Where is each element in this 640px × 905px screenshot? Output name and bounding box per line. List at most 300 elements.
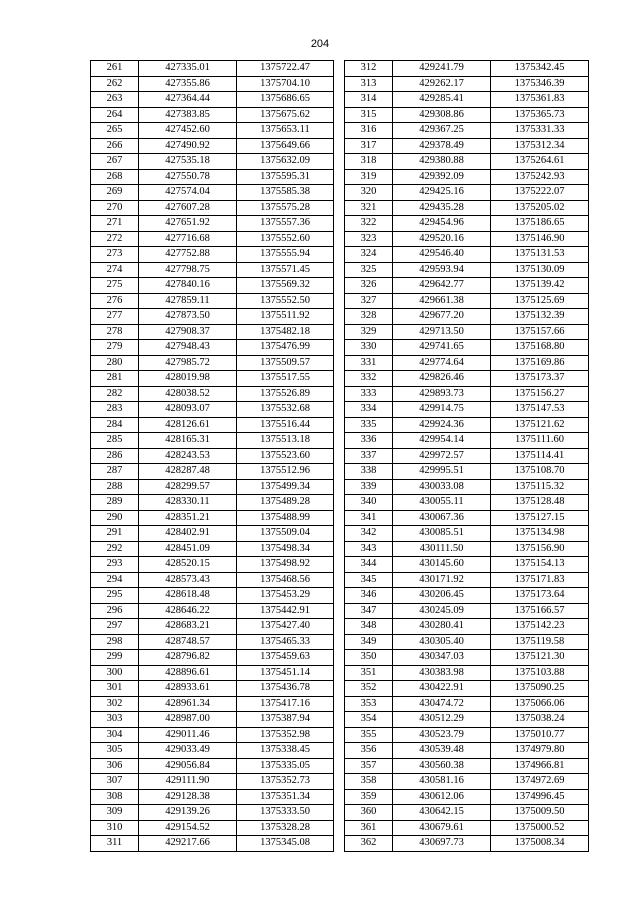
y-coordinate-cell: 1375442.91 [237,603,334,619]
point-number-cell: 291 [91,526,139,542]
table-row [91,371,334,387]
table-row [345,572,589,588]
point-number-cell: 337 [345,448,393,464]
page-number: 204 [310,38,330,50]
point-number-cell: 308 [91,789,139,805]
y-coordinate-cell: 1375632.09 [237,154,334,170]
x-coordinate-cell: 430055.11 [393,495,491,511]
y-coordinate-cell: 1375121.62 [491,417,589,433]
point-number-cell: 344 [345,557,393,573]
table-row [345,774,589,790]
table-row [91,526,334,542]
table-row [91,247,334,263]
x-coordinate-cell: 428618.48 [139,588,237,604]
table-row [91,138,334,154]
point-number-cell: 311 [91,836,139,852]
x-coordinate-cell: 430539.48 [393,743,491,759]
x-coordinate-cell: 427452.60 [139,123,237,139]
y-coordinate-cell: 1375523.60 [237,448,334,464]
x-coordinate-cell: 430642.15 [393,805,491,821]
table-row [91,820,334,836]
y-coordinate-cell: 1375119.58 [491,634,589,650]
y-coordinate-cell: 1374979.80 [491,743,589,759]
x-coordinate-cell: 428093.07 [139,402,237,418]
table-row [91,495,334,511]
table-row [91,169,334,185]
x-coordinate-cell: 430245.09 [393,603,491,619]
y-coordinate-cell: 1375517.55 [237,371,334,387]
table-row [345,743,589,759]
x-coordinate-cell: 427383.85 [139,107,237,123]
x-coordinate-cell: 430206.45 [393,588,491,604]
table-row [345,696,589,712]
table-row [91,355,334,371]
x-coordinate-cell: 427364.44 [139,92,237,108]
table-row [345,262,589,278]
y-coordinate-cell: 1375482.18 [237,324,334,340]
y-coordinate-cell: 1375489.28 [237,495,334,511]
x-coordinate-cell: 429995.51 [393,464,491,480]
point-number-cell: 296 [91,603,139,619]
x-coordinate-cell: 429285.41 [393,92,491,108]
point-number-cell: 268 [91,169,139,185]
x-coordinate-cell: 428299.57 [139,479,237,495]
point-number-cell: 305 [91,743,139,759]
table-row [91,789,334,805]
table-row [91,712,334,728]
table-row [345,681,589,697]
table-row [345,727,589,743]
y-coordinate-cell: 1375585.38 [237,185,334,201]
y-coordinate-cell: 1375312.34 [491,138,589,154]
y-coordinate-cell: 1374972.69 [491,774,589,790]
x-coordinate-cell: 429893.73 [393,386,491,402]
table-row [91,588,334,604]
table-row [345,479,589,495]
x-coordinate-cell: 427985.72 [139,355,237,371]
point-number-cell: 316 [345,123,393,139]
point-number-cell: 263 [91,92,139,108]
table-row [91,231,334,247]
table-row [345,402,589,418]
point-number-cell: 289 [91,495,139,511]
y-coordinate-cell: 1375009.50 [491,805,589,821]
table-row [345,185,589,201]
point-number-cell: 330 [345,340,393,356]
point-number-cell: 314 [345,92,393,108]
table-row [345,619,589,635]
point-number-cell: 276 [91,293,139,309]
table-row [345,61,589,77]
x-coordinate-cell: 429128.38 [139,789,237,805]
y-coordinate-cell: 1375331.33 [491,123,589,139]
table-row [91,619,334,635]
x-coordinate-cell: 427798.75 [139,262,237,278]
y-coordinate-cell: 1375498.34 [237,541,334,557]
x-coordinate-cell: 428402.91 [139,526,237,542]
point-number-cell: 271 [91,216,139,232]
y-coordinate-cell: 1375513.18 [237,433,334,449]
table-row [345,789,589,805]
table-row [91,603,334,619]
coordinates-table-left [90,60,334,852]
point-number-cell: 349 [345,634,393,650]
table-row [91,61,334,77]
x-coordinate-cell: 427716.68 [139,231,237,247]
table-row [345,371,589,387]
point-number-cell: 317 [345,138,393,154]
x-coordinate-cell: 427355.86 [139,76,237,92]
x-coordinate-cell: 429954.14 [393,433,491,449]
y-coordinate-cell: 1375468.56 [237,572,334,588]
point-number-cell: 354 [345,712,393,728]
x-coordinate-cell: 427651.92 [139,216,237,232]
y-coordinate-cell: 1375166.57 [491,603,589,619]
y-coordinate-cell: 1375333.50 [237,805,334,821]
point-number-cell: 355 [345,727,393,743]
table-row [91,464,334,480]
table-row [345,650,589,666]
table-row [345,603,589,619]
x-coordinate-cell: 429520.16 [393,231,491,247]
y-coordinate-cell: 1375595.31 [237,169,334,185]
y-coordinate-cell: 1375649.66 [237,138,334,154]
x-coordinate-cell: 428520.15 [139,557,237,573]
y-coordinate-cell: 1375511.92 [237,309,334,325]
table-row [91,572,334,588]
point-number-cell: 342 [345,526,393,542]
x-coordinate-cell: 429217.66 [139,836,237,852]
y-coordinate-cell: 1375066.06 [491,696,589,712]
y-coordinate-cell: 1375169.86 [491,355,589,371]
point-number-cell: 336 [345,433,393,449]
y-coordinate-cell: 1375131.53 [491,247,589,263]
table-row [345,154,589,170]
point-number-cell: 328 [345,309,393,325]
x-coordinate-cell: 428243.53 [139,448,237,464]
point-number-cell: 293 [91,557,139,573]
point-number-cell: 300 [91,665,139,681]
x-coordinate-cell: 429914.75 [393,402,491,418]
x-coordinate-cell: 428287.48 [139,464,237,480]
point-number-cell: 346 [345,588,393,604]
y-coordinate-cell: 1375103.88 [491,665,589,681]
point-number-cell: 321 [345,200,393,216]
x-coordinate-cell: 429741.65 [393,340,491,356]
point-number-cell: 309 [91,805,139,821]
x-coordinate-cell: 427490.92 [139,138,237,154]
x-coordinate-cell: 430560.38 [393,758,491,774]
y-coordinate-cell: 1375509.57 [237,355,334,371]
y-coordinate-cell: 1375328.28 [237,820,334,836]
y-coordinate-cell: 1375130.09 [491,262,589,278]
table-row [91,433,334,449]
x-coordinate-cell: 428451.09 [139,541,237,557]
x-coordinate-cell: 428019.98 [139,371,237,387]
point-number-cell: 301 [91,681,139,697]
point-number-cell: 284 [91,417,139,433]
point-number-cell: 279 [91,340,139,356]
x-coordinate-cell: 428896.61 [139,665,237,681]
y-coordinate-cell: 1375132.39 [491,309,589,325]
table-row [345,712,589,728]
table-row [345,278,589,294]
point-number-cell: 290 [91,510,139,526]
table-row [345,464,589,480]
table-row [345,107,589,123]
x-coordinate-cell: 429454.96 [393,216,491,232]
table-row [345,433,589,449]
table-row [345,588,589,604]
point-number-cell: 361 [345,820,393,836]
point-number-cell: 299 [91,650,139,666]
table-row [91,743,334,759]
x-coordinate-cell: 428987.00 [139,712,237,728]
y-coordinate-cell: 1375557.36 [237,216,334,232]
table-row [345,665,589,681]
y-coordinate-cell: 1375205.02 [491,200,589,216]
x-coordinate-cell: 429677.20 [393,309,491,325]
x-coordinate-cell: 429367.25 [393,123,491,139]
x-coordinate-cell: 430612.06 [393,789,491,805]
table-row [91,557,334,573]
x-coordinate-cell: 428646.22 [139,603,237,619]
point-number-cell: 339 [345,479,393,495]
point-number-cell: 313 [345,76,393,92]
point-number-cell: 261 [91,61,139,77]
table-row [91,185,334,201]
point-number-cell: 345 [345,572,393,588]
point-number-cell: 285 [91,433,139,449]
table-row [91,417,334,433]
x-coordinate-cell: 427859.11 [139,293,237,309]
x-coordinate-cell: 429378.49 [393,138,491,154]
table-row [91,836,334,852]
x-coordinate-cell: 429380.88 [393,154,491,170]
table-row [345,526,589,542]
x-coordinate-cell: 430347.03 [393,650,491,666]
y-coordinate-cell: 1375512.96 [237,464,334,480]
point-number-cell: 275 [91,278,139,294]
point-number-cell: 319 [345,169,393,185]
x-coordinate-cell: 429139.26 [139,805,237,821]
y-coordinate-cell: 1375352.98 [237,727,334,743]
x-coordinate-cell: 429033.49 [139,743,237,759]
point-number-cell: 333 [345,386,393,402]
point-number-cell: 318 [345,154,393,170]
y-coordinate-cell: 1375459.63 [237,650,334,666]
point-number-cell: 292 [91,541,139,557]
table-row [345,293,589,309]
y-coordinate-cell: 1375722.47 [237,61,334,77]
table-row [91,154,334,170]
point-number-cell: 356 [345,743,393,759]
table-row [345,541,589,557]
point-number-cell: 280 [91,355,139,371]
y-coordinate-cell: 1375686.65 [237,92,334,108]
y-coordinate-cell: 1375108.70 [491,464,589,480]
x-coordinate-cell: 429262.17 [393,76,491,92]
table-row [345,324,589,340]
y-coordinate-cell: 1375157.66 [491,324,589,340]
table-row [345,510,589,526]
y-coordinate-cell: 1375387.94 [237,712,334,728]
x-coordinate-cell: 427574.04 [139,185,237,201]
point-number-cell: 327 [345,293,393,309]
point-number-cell: 341 [345,510,393,526]
table-row [345,123,589,139]
y-coordinate-cell: 1375010.77 [491,727,589,743]
y-coordinate-cell: 1375552.60 [237,231,334,247]
y-coordinate-cell: 1375345.08 [237,836,334,852]
x-coordinate-cell: 428933.61 [139,681,237,697]
table-row [91,293,334,309]
point-number-cell: 322 [345,216,393,232]
y-coordinate-cell: 1375453.29 [237,588,334,604]
table-row [91,386,334,402]
x-coordinate-cell: 430474.72 [393,696,491,712]
x-coordinate-cell: 427607.28 [139,200,237,216]
y-coordinate-cell: 1375571.45 [237,262,334,278]
y-coordinate-cell: 1375186.65 [491,216,589,232]
point-number-cell: 348 [345,619,393,635]
point-number-cell: 287 [91,464,139,480]
x-coordinate-cell: 429661.38 [393,293,491,309]
table-row [91,324,334,340]
table-row [345,417,589,433]
y-coordinate-cell: 1375127.15 [491,510,589,526]
x-coordinate-cell: 429593.94 [393,262,491,278]
y-coordinate-cell: 1375476.99 [237,340,334,356]
point-number-cell: 303 [91,712,139,728]
y-coordinate-cell: 1375555.94 [237,247,334,263]
point-number-cell: 267 [91,154,139,170]
y-coordinate-cell: 1374966.81 [491,758,589,774]
x-coordinate-cell: 430085.51 [393,526,491,542]
x-coordinate-cell: 428573.43 [139,572,237,588]
point-number-cell: 357 [345,758,393,774]
y-coordinate-cell: 1375352.73 [237,774,334,790]
y-coordinate-cell: 1375569.32 [237,278,334,294]
y-coordinate-cell: 1375000.52 [491,820,589,836]
y-coordinate-cell: 1375342.45 [491,61,589,77]
y-coordinate-cell: 1375147.53 [491,402,589,418]
x-coordinate-cell: 428683.21 [139,619,237,635]
y-coordinate-cell: 1375509.04 [237,526,334,542]
y-coordinate-cell: 1375090.25 [491,681,589,697]
table-row [345,758,589,774]
point-number-cell: 281 [91,371,139,387]
point-number-cell: 269 [91,185,139,201]
y-coordinate-cell: 1375008.34 [491,836,589,852]
point-number-cell: 359 [345,789,393,805]
table-row [91,123,334,139]
y-coordinate-cell: 1375222.07 [491,185,589,201]
y-coordinate-cell: 1375264.61 [491,154,589,170]
table-row [345,92,589,108]
table-row [345,805,589,821]
point-number-cell: 298 [91,634,139,650]
point-number-cell: 362 [345,836,393,852]
x-coordinate-cell: 430697.73 [393,836,491,852]
x-coordinate-cell: 430512.29 [393,712,491,728]
y-coordinate-cell: 1375451.14 [237,665,334,681]
y-coordinate-cell: 1375653.11 [237,123,334,139]
table-row [91,634,334,650]
x-coordinate-cell: 430033.08 [393,479,491,495]
y-coordinate-cell: 1375335.05 [237,758,334,774]
point-number-cell: 326 [345,278,393,294]
table-row [91,510,334,526]
y-coordinate-cell: 1375111.60 [491,433,589,449]
table-row [91,448,334,464]
table-row [91,107,334,123]
point-number-cell: 350 [345,650,393,666]
y-coordinate-cell: 1375156.27 [491,386,589,402]
y-coordinate-cell: 1375532.68 [237,402,334,418]
point-number-cell: 332 [345,371,393,387]
y-coordinate-cell: 1375121.30 [491,650,589,666]
table-row [345,216,589,232]
x-coordinate-cell: 427550.78 [139,169,237,185]
coordinates-table-right [344,60,589,852]
point-number-cell: 297 [91,619,139,635]
y-coordinate-cell: 1375156.90 [491,541,589,557]
x-coordinate-cell: 430422.91 [393,681,491,697]
point-number-cell: 360 [345,805,393,821]
table-row [345,557,589,573]
table-row [345,309,589,325]
point-number-cell: 351 [345,665,393,681]
point-number-cell: 304 [91,727,139,743]
point-number-cell: 294 [91,572,139,588]
x-coordinate-cell: 429308.86 [393,107,491,123]
x-coordinate-cell: 430111.50 [393,541,491,557]
x-coordinate-cell: 429546.40 [393,247,491,263]
table-row [91,200,334,216]
y-coordinate-cell: 1375361.83 [491,92,589,108]
y-coordinate-cell: 1375146.90 [491,231,589,247]
table-row [345,495,589,511]
table-row [91,262,334,278]
table-row [91,758,334,774]
x-coordinate-cell: 430171.92 [393,572,491,588]
y-coordinate-cell: 1375498.92 [237,557,334,573]
y-coordinate-cell: 1375488.99 [237,510,334,526]
point-number-cell: 283 [91,402,139,418]
table-row [91,665,334,681]
x-coordinate-cell: 430145.60 [393,557,491,573]
point-number-cell: 265 [91,123,139,139]
x-coordinate-cell: 429111.90 [139,774,237,790]
table-row [91,681,334,697]
y-coordinate-cell: 1375128.48 [491,495,589,511]
point-number-cell: 358 [345,774,393,790]
y-coordinate-cell: 1375125.69 [491,293,589,309]
point-number-cell: 324 [345,247,393,263]
table-row [345,820,589,836]
table-row [345,76,589,92]
x-coordinate-cell: 427840.16 [139,278,237,294]
table-row [345,138,589,154]
point-number-cell: 286 [91,448,139,464]
table-row [345,836,589,852]
table-row [345,169,589,185]
x-coordinate-cell: 429924.36 [393,417,491,433]
point-number-cell: 306 [91,758,139,774]
point-number-cell: 282 [91,386,139,402]
point-number-cell: 274 [91,262,139,278]
